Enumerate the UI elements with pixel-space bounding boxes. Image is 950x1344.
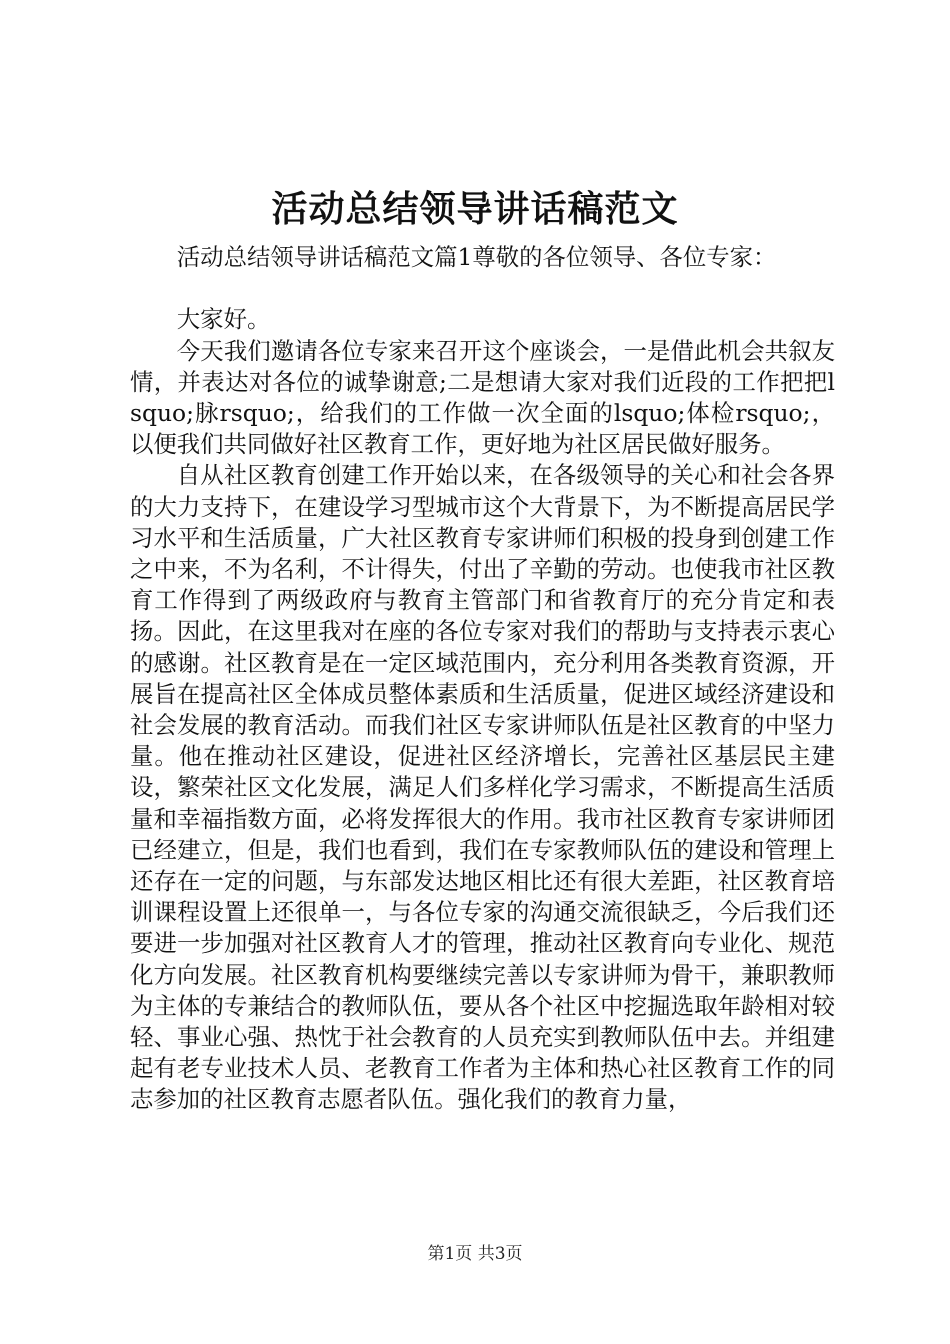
paragraph-intro: 活动总结领导讲话稿范文篇1尊敬的各位领导、各位专家： [176,243,777,271]
document-title: 活动总结领导讲话稿范文 [271,188,679,230]
paragraph-main: 自从社区教育创建工作开始以来，在各级领导的关心和社会各界的大力支持下，在建设学习型城市这个大背景下，为不断提高居民学习水平和生活质量，广大社区教育专家讲师们积极的投身到创建工作之中来，不为名利，不计得失，付出了辛勤的劳动。也使我市社区教育工作得到了两级政府与教育主管部门和省教育厅的充分肯定和表扬。因此，在这里我对在座的各位专家对我们的帮助与支持表示衷心的感谢。社区教育是在一定区域范围内，充分利用各类教育资源，开展旨在提高社区全体成员整体素质和生活质量，促进区域经济建设和社会发展的教育活动。而我们社区专家讲师队伍是社区教育的中坚力量。他在推动社区建设，促进社区经济增长，完善社区基层民主建设，繁荣社区文化发展，满足人们多样化学习需求，不断提高生活质量和幸福指数方面，必将发挥很大的作用。我市社区教育专家讲师团已经建立，但是，我们也看到，我们在专家教师队伍的建设和管理上还存在一定的问题，与东部发达地区相比还有很大差距，社区教育培训课程设置上还很单一，与各位专家的沟通交流很缺乏，今后我们还要进一步加强对社区教育人才的管理，推动社区教育向专业化、规范化方向发展。社区教育机构要继续完善以专家讲师为骨干，兼职教师为主体的专兼结合的教师队伍，要从各个社区中挖掘选取年龄相对较轻、事业心强、热忱于社会教育的人员充实到教师队伍中去。并组建起有老专业技术人员、老教育工作者为主体和热心社区教育工作的同志参加的社区教育志愿者队伍。强化我们的教育力量， [130,461,835,1114]
document-body [130,242,835,1116]
paragraph-purpose: 今天我们邀请各位专家来召开这个座谈会，一是借此机会共叙友情，并表达对各位的诚挚谢意;二是想请大家对我们近段的工作把把lsquo;脉rsquo;，给我们的工作做一次全面的lsquo;体检rsquo;，以便我们共同做好社区教育工作，更好地为社区居民做好服务。 [130,336,835,459]
page-number-footer: 第1页 共3页 [427,1244,523,1264]
paragraph-greeting: 大家好。 [176,305,271,334]
